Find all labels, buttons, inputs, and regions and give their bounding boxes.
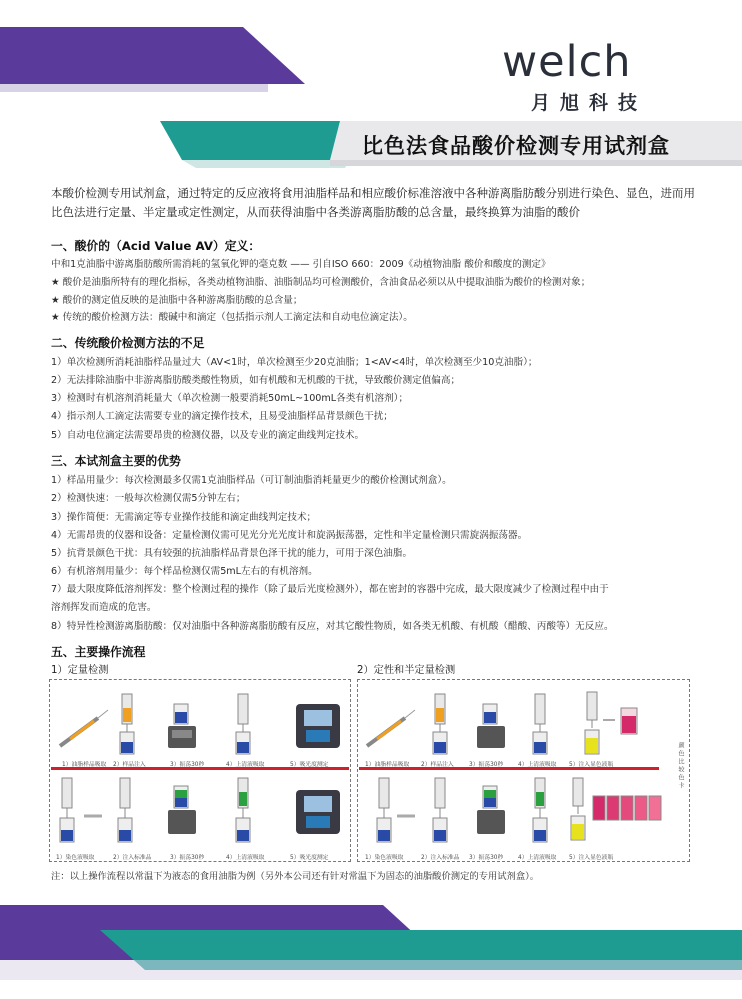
step-caption: 2）注入标准品	[113, 855, 152, 861]
page-title: 比色法食品酸价检测专用试剂盒	[362, 134, 670, 158]
step-caption: 5）吸光度测定	[290, 855, 329, 861]
step-caption: 1）油脂样品吸取	[365, 762, 410, 768]
qualitative-top-illustrations	[363, 690, 663, 758]
syringe-vial-icon	[118, 778, 132, 842]
step-caption: 2）样品注入	[421, 762, 454, 768]
section1-line: ★ 酸价是油脂所特有的理化指标，各类动植物油脂、油脂制品均可检测酸价，含油食品必须以从中提取油脂为酸价的检测对象；	[51, 277, 591, 288]
syringe-vial-icon	[433, 694, 447, 754]
section1-title: 一、酸价的（Acid Value AV）定义：	[51, 239, 261, 253]
step-caption: 3）振荡30秒	[170, 762, 205, 768]
quantitative-top-illustrations	[56, 690, 346, 758]
syringe-vial-icon	[533, 694, 547, 754]
section3-line: 2）检测快速：一般每次检测仅需5分钟左右；	[51, 493, 246, 504]
quantitative-bottom-illustrations	[56, 776, 346, 846]
vortex-shaker-icon	[168, 704, 196, 748]
brand-logo: welch	[502, 37, 632, 87]
photometer-icon	[296, 704, 340, 748]
qualitative-label: 2）定性和半定量检测	[357, 665, 456, 676]
vortex-shaker-icon	[168, 786, 196, 834]
syringe-vial-icon	[433, 778, 447, 842]
section2-title: 二、传统酸价检测方法的不足	[51, 336, 205, 350]
vortex-shaker-icon	[477, 786, 505, 834]
brand-logo-chinese: 月旭科技	[531, 92, 648, 114]
section5-title: 五、主要操作流程	[51, 645, 146, 659]
step-caption: 2）样品注入	[113, 762, 146, 768]
step-caption: 5）注入显色液瓶	[569, 762, 614, 768]
section2-line: 2）无法排除油脂中非游离脂肪酸类酸性物质，如有机酸和无机酸的干扰，导致酸价测定值偏高；	[51, 375, 461, 386]
syringe-vial-icon	[533, 778, 547, 842]
quantitative-label: 1）定量检测	[51, 665, 109, 676]
syringe-icon	[60, 710, 108, 746]
section2-line: 3）检测时有机溶剂消耗量大（单次检测一般要消耗50mL~100mL各类有机溶剂）；	[51, 393, 409, 404]
qualitative-bottom-illustrations	[363, 776, 663, 846]
section3-line: 3）操作简便：无需滴定等专业操作技能和滴定曲线判定技术；	[51, 512, 317, 523]
step-caption: 4）上清液吸取	[226, 762, 265, 768]
step-caption: 1）油脂样品吸取	[62, 762, 107, 768]
color-vial-icon	[621, 708, 637, 734]
syringe-icon	[367, 710, 415, 746]
step-caption: 1）染色液吸取	[56, 855, 95, 861]
step-caption: 4）上清液吸取	[518, 855, 557, 861]
step-caption: 3）振荡30秒	[469, 762, 504, 768]
step-caption: 5）注入显色液瓶	[569, 855, 614, 861]
syringe-vial-icon	[120, 694, 134, 754]
section3-title: 三、本试剂盒主要的优势	[51, 454, 181, 468]
color-card-label: 颜色比较色卡	[677, 742, 684, 790]
syringe-vial-icon	[571, 778, 585, 840]
step-caption: 5）吸光度测定	[290, 762, 329, 768]
section3-line: 6）有机溶剂用量少：每个样品检测仅需5mL左右的有机溶剂。	[51, 566, 318, 577]
syringe-vial-icon	[236, 778, 250, 842]
section1-line: 中和1克油脂中游离脂肪酸所需消耗的氢氧化钾的毫克数 —— 引自ISO 660：2009《动植物油脂 酸价和酸度的测定》	[51, 259, 551, 270]
section3-line: 5）抗背景颜色干扰：具有较强的抗油脂样品背景色泽干扰的能力，可用于深色油脂。	[51, 548, 413, 559]
section1-line: ★ 传统的酸价检测方法：酸碱中和滴定（包括指示剂人工滴定法和自动电位滴定法）。	[51, 312, 413, 323]
syringe-vial-icon	[236, 694, 250, 754]
section2-line: 1）单次检测所消耗油脂样品量过大（AV<1时，单次检测至少20克油脂；1<AV<4时，单次检测至少10克油脂）；	[51, 357, 538, 368]
section3-line: 4）无需昂贵的仪器和设备：定量检测仪需可见光分光光度计和旋涡振荡器，定性和半定量检测只需旋涡振荡器。	[51, 530, 528, 541]
step-caption: 3）振荡30秒	[170, 855, 205, 861]
step-caption: 3）振荡30秒	[469, 855, 504, 861]
intro-paragraph: 本酸价检测专用试剂盒，通过特定的反应液将食用油脂样品和相应酸价标准溶液中各种游离脂肪酸分别进行染色、显色，进而用比色法进行定量、半定量或定性测定，从而获得油脂中各类游离脂肪酸的总含量，最终换算为油脂的酸价	[51, 186, 695, 219]
step-caption: 2）注入标准品	[421, 855, 460, 861]
section3-line: 1）样品用量少：每次检测最多仅需1克油脂样品（可订制油脂消耗量更少的酸价检测试剂盒）。	[51, 475, 452, 486]
section3-line: 7）最大限度降低溶剂挥发：整个检测过程的操作（除了最后光度检测外），都在密封的容器中完成，最大限度减少了检测过程中由于	[51, 584, 609, 595]
syringe-vial-icon	[60, 778, 74, 842]
section2-line: 5）自动电位滴定法需要昂贵的检测仪器，以及专业的滴定曲线判定技术。	[51, 430, 365, 441]
section2-line: 4）指示剂人工滴定法需要专业的滴定操作技术，且易受油脂样品背景颜色干扰；	[51, 411, 393, 422]
section3-line: 8）特异性检测游离脂肪酸：仅对油脂中各种游离脂肪酸有反应，对其它酸性物质，如各类无机酸、有机酸（醋酸、丙酸等）无反应。	[51, 621, 614, 632]
section1-line: ★ 酸价的测定值反映的是油脂中各种游离脂肪酸的总含量；	[51, 295, 303, 306]
vortex-shaker-icon	[477, 704, 505, 748]
syringe-vial-icon	[585, 692, 599, 754]
syringe-vial-icon	[377, 778, 391, 842]
color-card-vials-icon	[593, 796, 661, 820]
footnote: 注：以上操作流程以常温下为液态的食用油脂为例（另外本公司还有针对常温下为固态的油脂酸价测定的专用试剂盒）。	[51, 871, 540, 882]
step-caption: 1）染色液吸取	[365, 855, 404, 861]
section3-line: 溶剂挥发而造成的危害。	[51, 602, 157, 613]
photometer-icon	[296, 790, 340, 834]
step-caption: 4）上清液吸取	[518, 762, 557, 768]
step-caption: 4）上清液吸取	[226, 855, 265, 861]
